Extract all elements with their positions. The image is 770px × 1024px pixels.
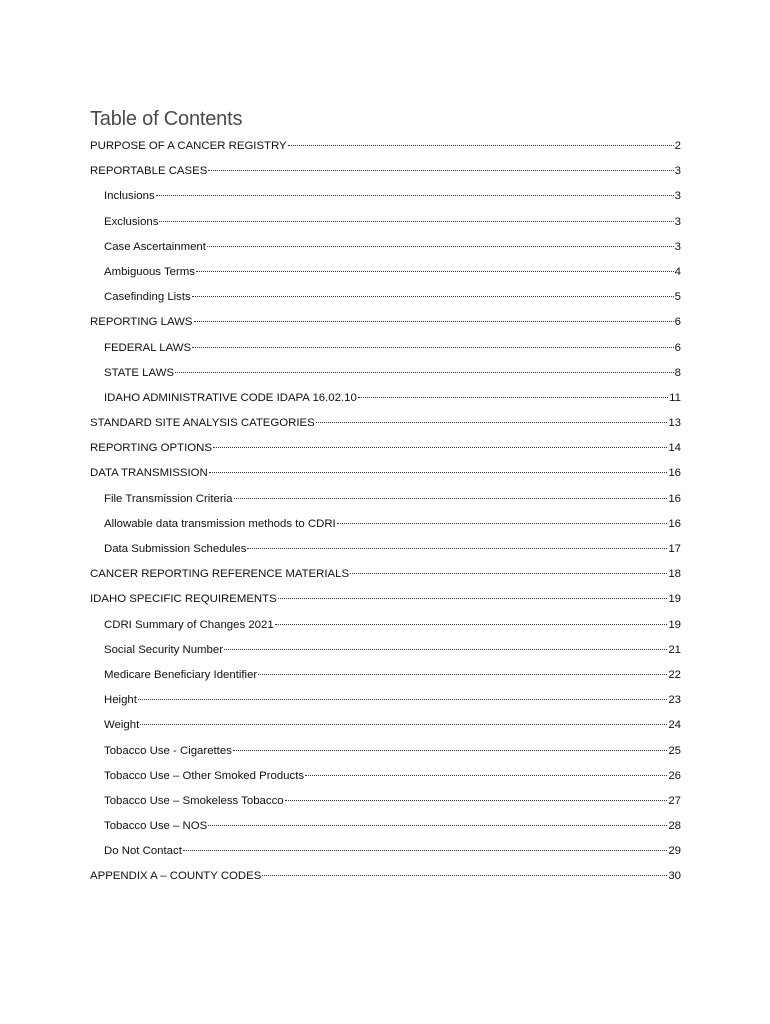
toc-entry-page-number: 17 <box>668 543 681 555</box>
toc-entry-label: Exclusions <box>104 215 159 228</box>
toc-entry-page-number: 21 <box>668 643 681 656</box>
dot-leader <box>224 648 667 650</box>
toc-entry-label: Case Ascertainment <box>104 240 206 253</box>
toc-entry-page-number: 25 <box>668 744 681 757</box>
toc-entry-page-number: 29 <box>668 845 681 858</box>
toc-entry-page-number: 3 <box>674 190 681 203</box>
toc-entry-label: File Transmission Criteria <box>104 492 233 505</box>
toc-entry[interactable] <box>90 767 681 792</box>
toc-entry-label: REPORTABLE CASES <box>90 165 208 178</box>
toc-entry-page-number: 24 <box>668 719 681 732</box>
toc-entry[interactable] <box>90 187 681 212</box>
toc-entry[interactable] <box>90 691 681 716</box>
dot-leader <box>208 169 673 171</box>
toc-entry-page-number: 27 <box>668 794 681 807</box>
toc-entry[interactable] <box>90 464 681 489</box>
dot-leader <box>262 874 667 876</box>
dot-leader <box>247 547 667 549</box>
toc-entry[interactable] <box>90 263 681 288</box>
dot-leader <box>194 320 674 322</box>
dot-leader <box>288 144 674 146</box>
dot-leader <box>196 270 674 272</box>
toc-entry[interactable] <box>90 540 681 565</box>
toc-entry-label: Social Security Number <box>104 643 224 656</box>
toc-entry-label: APPENDIX A – COUNTY CODES <box>90 870 262 883</box>
toc-entry-label: FEDERAL LAWS <box>104 341 192 354</box>
toc-entry[interactable] <box>90 439 681 464</box>
toc-entry-label: Medicare Beneficiary Identifier <box>104 668 258 681</box>
dot-leader <box>192 346 674 348</box>
toc-entry-label: REPORTING OPTIONS <box>90 442 212 455</box>
dot-leader <box>350 572 667 574</box>
dot-leader <box>207 245 674 247</box>
dot-leader <box>183 849 667 851</box>
toc-entry[interactable] <box>90 137 681 162</box>
toc-entry-label: CDRI Summary of Changes 2021 <box>104 618 274 631</box>
dot-leader <box>175 371 674 373</box>
dot-leader <box>233 749 667 751</box>
toc-entry-label: DATA TRANSMISSION <box>90 467 208 480</box>
dot-leader <box>275 623 668 625</box>
toc-entry-label: Weight <box>104 719 140 732</box>
toc-entry[interactable] <box>90 641 681 666</box>
toc-entry-label: STATE LAWS <box>104 366 175 379</box>
toc-entry-page-number: 28 <box>668 820 681 833</box>
dot-leader <box>208 824 667 826</box>
toc-entry-label: Tobacco Use – Other Smoked Products <box>104 769 305 782</box>
toc-entry[interactable] <box>90 565 681 590</box>
toc-entry[interactable] <box>90 238 681 263</box>
toc-entry-label: Inclusions <box>104 190 155 203</box>
toc-entry-page-number: 16 <box>668 467 681 480</box>
toc-entry[interactable] <box>90 288 681 313</box>
toc-entry-page-number: 30 <box>668 870 681 883</box>
toc-entry[interactable] <box>90 742 681 767</box>
dot-leader <box>358 396 668 398</box>
dot-leader <box>285 799 668 801</box>
toc-entry-label: Casefinding Lists <box>104 291 191 304</box>
toc-entry[interactable] <box>90 590 681 615</box>
toc-entry-label: Data Submission Schedules <box>104 543 247 555</box>
toc-entry[interactable] <box>90 339 681 364</box>
dot-leader <box>192 295 674 297</box>
toc-entry-label: CANCER REPORTING REFERENCE MATERIALS <box>90 568 350 581</box>
toc-entry-page-number: 13 <box>668 417 681 430</box>
toc-entry-label: IDAHO SPECIFIC REQUIREMENTS <box>90 593 277 606</box>
toc-entry-page-number: 3 <box>674 240 681 253</box>
dot-leader <box>305 774 667 776</box>
toc-entry-label: Height <box>104 694 137 707</box>
toc-entry[interactable] <box>90 716 681 741</box>
toc-entry-page-number: 8 <box>674 366 681 379</box>
toc-entry-page-number: 14 <box>668 442 681 455</box>
dot-leader <box>209 471 668 473</box>
toc-entry-page-number: 16 <box>668 492 681 505</box>
toc-entry-page-number: 19 <box>668 618 681 631</box>
toc-entry[interactable] <box>90 389 681 414</box>
toc-entry-label: Allowable data transmission methods to CDRI <box>104 517 336 530</box>
toc-entry-page-number: 11 <box>669 391 681 404</box>
toc-entry[interactable] <box>90 490 681 515</box>
toc-entry[interactable] <box>90 792 681 817</box>
toc-entry[interactable] <box>90 817 681 842</box>
toc-entry-page-number: 22 <box>668 668 681 681</box>
toc-entry-label: Ambiguous Terms <box>104 265 195 278</box>
toc-entry[interactable] <box>90 515 681 540</box>
toc-entry[interactable] <box>90 867 681 892</box>
dot-leader <box>234 497 668 499</box>
toc-entry-page-number: 6 <box>674 341 681 354</box>
toc-entry-label: Do Not Contact <box>104 845 182 858</box>
toc-entry[interactable] <box>90 414 681 439</box>
toc-entry[interactable] <box>90 616 681 641</box>
dot-leader <box>156 194 674 196</box>
toc-entry-label: Tobacco Use - Cigarettes <box>104 744 232 757</box>
toc-entry-page-number: 3 <box>674 215 681 228</box>
toc-entry[interactable] <box>90 364 681 389</box>
toc-entry-page-number: 26 <box>668 769 681 782</box>
toc-entry-page-number: 4 <box>674 265 681 278</box>
toc-entry[interactable] <box>90 313 681 338</box>
dot-leader <box>278 597 668 599</box>
toc-entry-page-number: 16 <box>668 517 681 530</box>
toc-entry[interactable] <box>90 162 681 187</box>
toc-entry-page-number: 3 <box>674 165 681 178</box>
toc-entry-page-number: 2 <box>674 140 681 152</box>
toc-title: Table of Contents <box>90 108 243 130</box>
toc-entry[interactable] <box>90 213 681 238</box>
dot-leader <box>337 522 668 524</box>
toc-entry[interactable] <box>90 842 681 867</box>
toc-entry-page-number: 18 <box>668 568 681 581</box>
dot-leader <box>213 446 667 448</box>
toc-entry-page-number: 23 <box>668 694 681 707</box>
toc-entry-page-number: 6 <box>674 316 681 329</box>
toc-entry-label: PURPOSE OF A CANCER REGISTRY <box>90 140 287 152</box>
dot-leader <box>316 421 668 423</box>
dot-leader <box>140 723 667 725</box>
toc-entry-page-number: 19 <box>668 593 681 606</box>
toc-entry[interactable] <box>90 666 681 691</box>
toc-entry-label: IDAHO ADMINISTRATIVE CODE IDAPA 16.02.10 <box>104 391 357 404</box>
dot-leader <box>258 673 667 675</box>
toc-entry-label: REPORTING LAWS <box>90 316 193 329</box>
dot-leader <box>159 220 673 222</box>
toc-entry-label: STANDARD SITE ANALYSIS CATEGORIES <box>90 417 315 430</box>
toc-entry-label: Tobacco Use – Smokeless Tobacco <box>104 794 284 807</box>
toc-entry-page-number: 5 <box>674 291 681 304</box>
toc-list <box>90 137 681 893</box>
toc-entry-label: Tobacco Use – NOS <box>104 820 208 833</box>
dot-leader <box>138 698 667 700</box>
